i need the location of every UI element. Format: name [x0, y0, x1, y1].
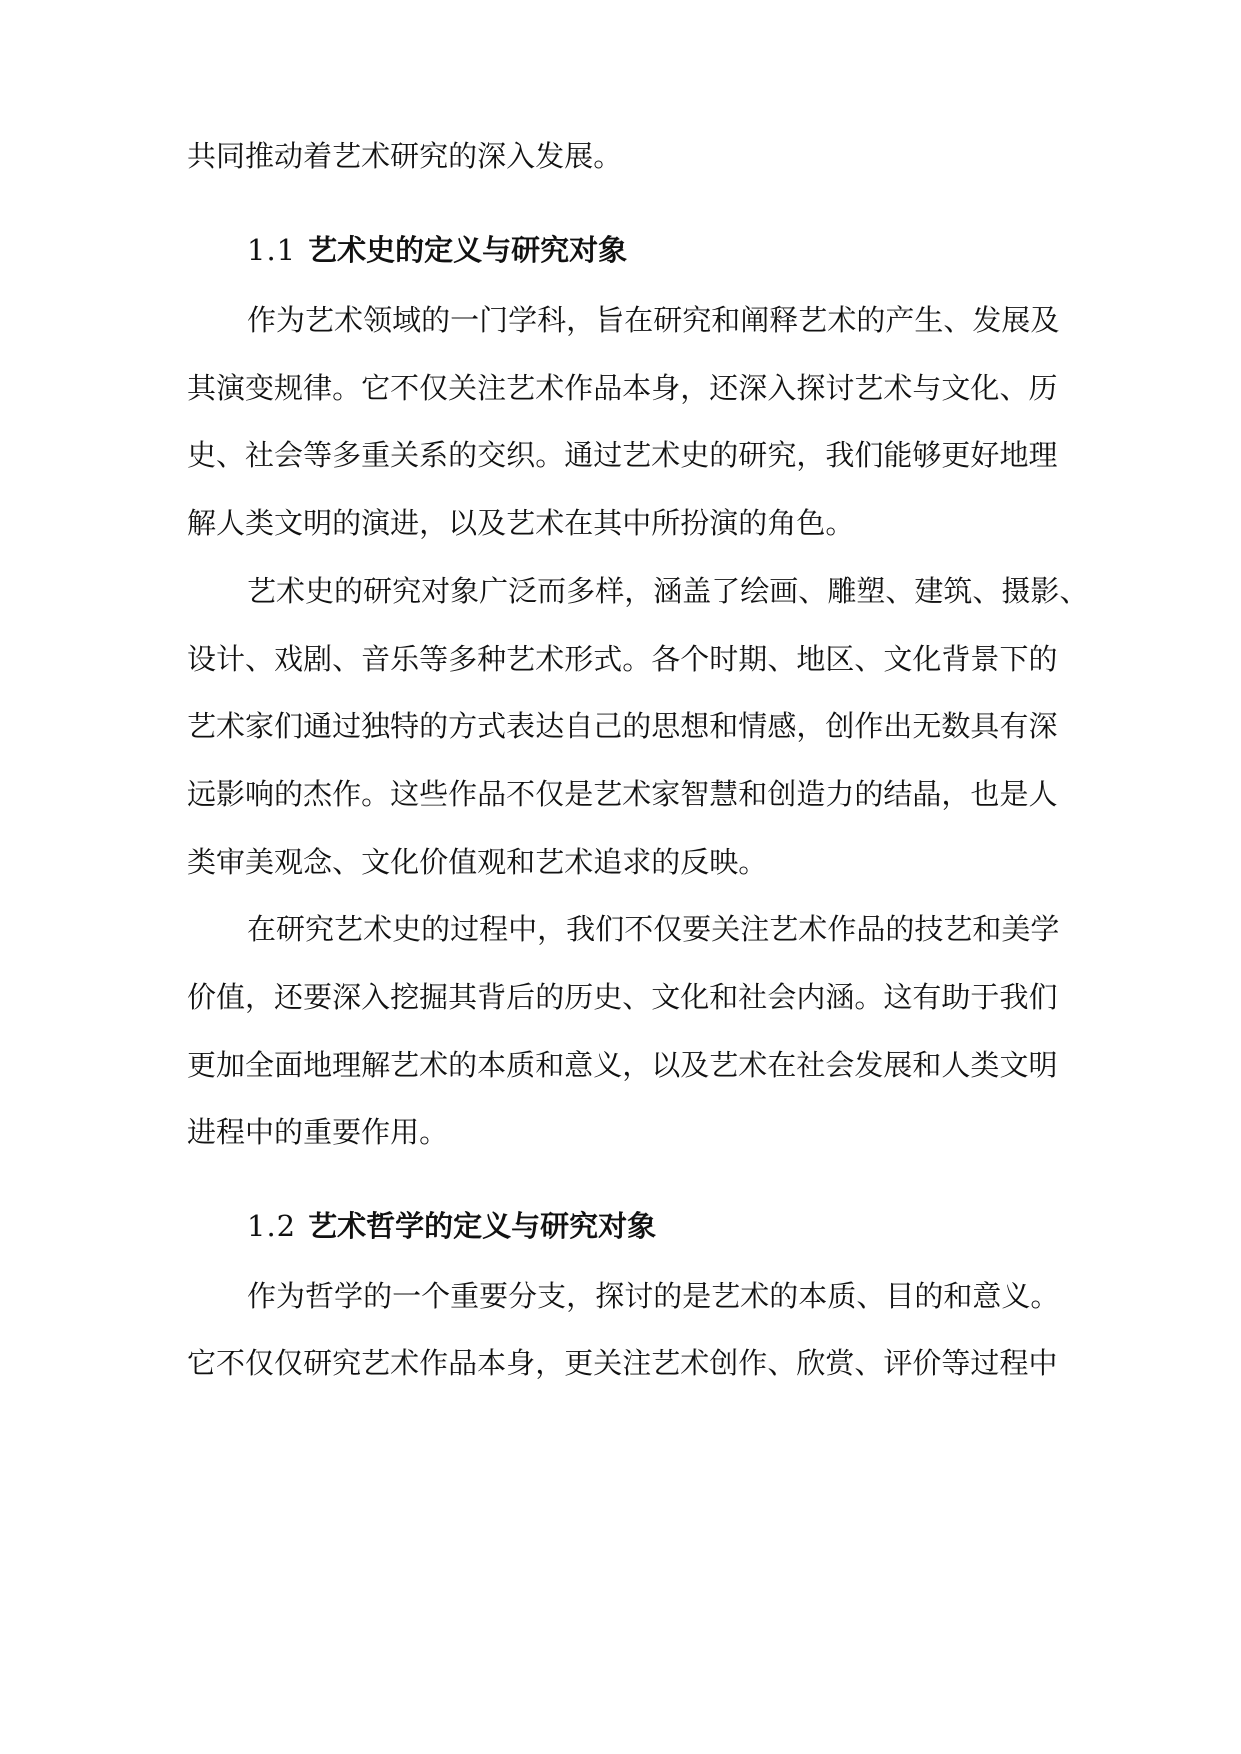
section-heading-1-2	[247, 1206, 656, 1246]
section-title: 艺术哲学的定义与研究对象	[308, 1209, 657, 1243]
paragraph-line: 史 、 社 会 等 多 重 关 系 的 交 织 。 通 过 艺 术 史 的 研 究 ， 我 们 能 够 更 好 地 理	[187, 438, 1058, 472]
paragraph-line: 解 人 类 文 明 的 演 进 ， 以 及 艺 术 在 其 中 所 扮 演 的 角 色 。	[187, 506, 855, 540]
section-title: 艺术史的定义与研究对象	[308, 233, 628, 267]
paragraph-line: 作 为 艺 术 领 域 的 一 门 学 科 ， 旨 在 研 究 和 阐 释 艺 术 的 产 生 、 发 展 及	[247, 303, 1060, 337]
section-heading-1-1	[247, 230, 627, 270]
paragraph-line: 更 加 全 面 地 理 解 艺 术 的 本 质 和 意 义 ， 以 及 艺 术 在 社 会 发 展 和 人 类 文 明	[187, 1048, 1058, 1082]
paragraph-line: 其 演 变 规 律 。 它 不 仅 关 注 艺 术 作 品 本 身 ， 还 深 入 探 讨 艺 术 与 文 化 、 历	[187, 371, 1058, 405]
section-number: 1.2	[247, 1209, 297, 1243]
paragraph-line: 共 同 推 动 着 艺 术 研 究 的 深 入 发 展 。	[187, 139, 623, 173]
paragraph-line: 艺 术 史 的 研 究 对 象 广 泛 而 多 样 ， 涵 盖 了 绘 画 、 雕 塑 、 建 筑 、 摄 影 、	[247, 574, 1089, 608]
paragraph-line: 艺 术 家 们 通 过 独 特 的 方 式 表 达 自 己 的 思 想 和 情 感 ， 创 作 出 无 数 具 有 深	[187, 709, 1058, 743]
paragraph-line: 远 影 响 的 杰 作 。 这 些 作 品 不 仅 是 艺 术 家 智 慧 和 创 造 力 的 结 晶 ， 也 是 人	[187, 777, 1058, 811]
paragraph-line: 价 值 ， 还 要 深 入 挖 掘 其 背 后 的 历 史 、 文 化 和 社 会 内 涵 。 这 有 助 于 我 们	[187, 980, 1058, 1014]
paragraph-line: 它 不 仅 仅 研 究 艺 术 作 品 本 身 ， 更 关 注 艺 术 创 作 、 欣 赏 、 评 价 等 过 程 中	[187, 1346, 1058, 1380]
section-number: 1.1	[247, 233, 297, 267]
paragraph-line: 在 研 究 艺 术 史 的 过 程 中 ， 我 们 不 仅 要 关 注 艺 术 作 品 的 技 艺 和 美 学	[247, 912, 1060, 946]
paragraph-line: 类 审 美 观 念 、 文 化 价 值 观 和 艺 术 追 求 的 反 映 。	[187, 845, 768, 879]
paragraph-line: 设 计 、 戏 剧 、 音 乐 等 多 种 艺 术 形 式 。 各 个 时 期 、 地 区 、 文 化 背 景 下 的	[187, 642, 1058, 676]
paragraph-line: 进 程 中 的 重 要 作 用 。	[187, 1115, 449, 1149]
paragraph-line: 作 为 哲 学 的 一 个 重 要 分 支 ， 探 讨 的 是 艺 术 的 本 质 、 目 的 和 意 义 。	[247, 1279, 1060, 1313]
